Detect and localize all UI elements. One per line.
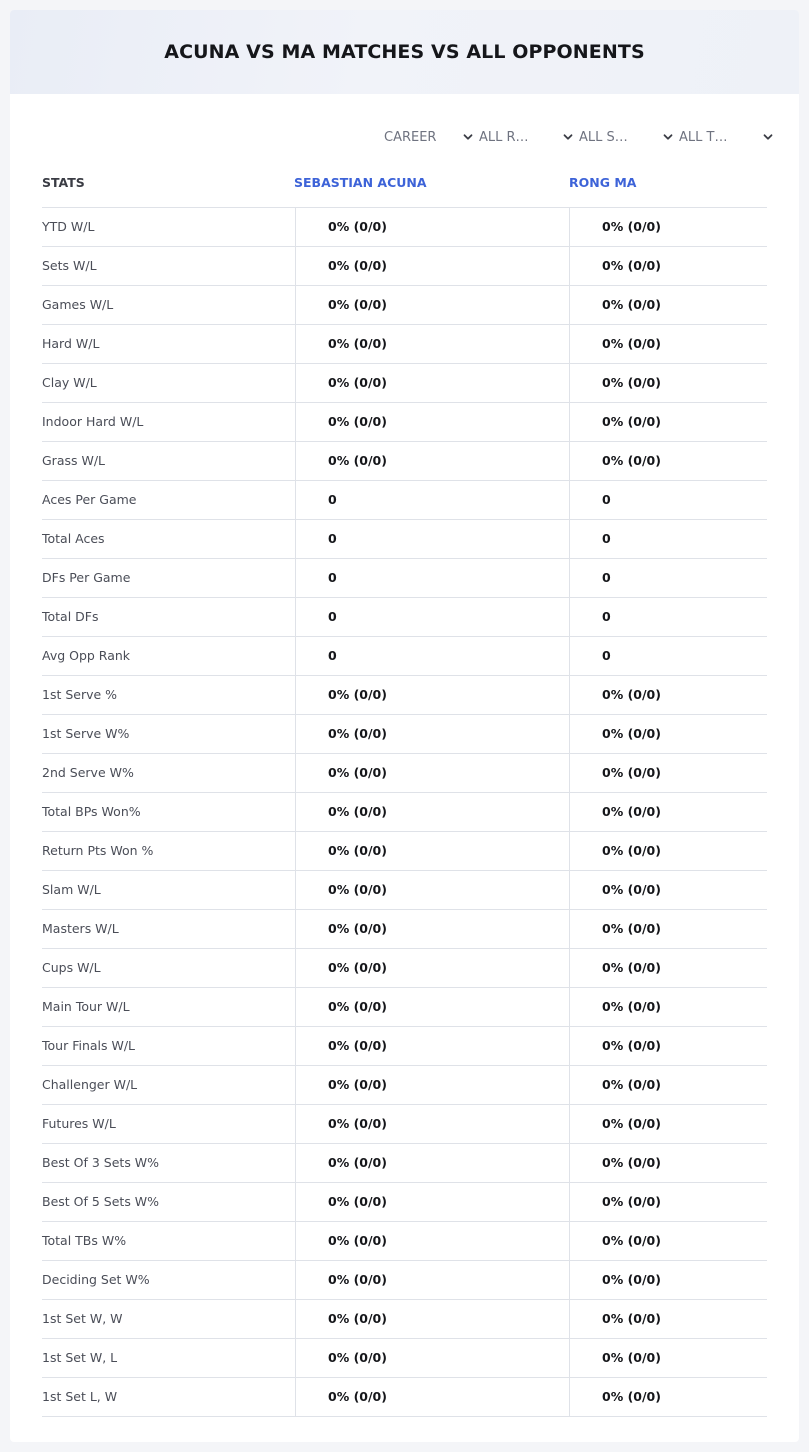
table-row bbox=[42, 832, 767, 871]
stat-label: Grass W/L bbox=[42, 453, 106, 468]
player1-value: 0% (0/0) bbox=[295, 793, 569, 831]
table-row bbox=[42, 286, 767, 325]
player1-value: 0% (0/0) bbox=[295, 1183, 569, 1221]
player1-value: 0% (0/0) bbox=[295, 364, 569, 402]
player2-value: 0% (0/0) bbox=[569, 715, 767, 753]
player2-value: 0 bbox=[569, 637, 767, 675]
table-row bbox=[42, 1339, 767, 1378]
stat-label: 1st Set W, W bbox=[42, 1311, 123, 1326]
column-header-stats: STATS bbox=[42, 175, 85, 190]
table-row bbox=[42, 988, 767, 1027]
player1-value: 0% (0/0) bbox=[295, 1144, 569, 1182]
player2-value: 0% (0/0) bbox=[569, 1144, 767, 1182]
chevron-down-icon bbox=[562, 131, 574, 143]
stat-label: YTD W/L bbox=[42, 219, 95, 234]
stat-label: Best Of 3 Sets W% bbox=[42, 1155, 160, 1170]
player1-value: 0% (0/0) bbox=[295, 949, 569, 987]
filter-surface-value: ALL S… bbox=[579, 129, 628, 145]
player2-value: 0 bbox=[569, 520, 767, 558]
table-row bbox=[42, 871, 767, 910]
player2-value: 0% (0/0) bbox=[569, 793, 767, 831]
table-row bbox=[42, 1300, 767, 1339]
table-row bbox=[42, 1183, 767, 1222]
player1-value: 0% (0/0) bbox=[295, 403, 569, 441]
player2-value: 0% (0/0) bbox=[569, 1027, 767, 1065]
player2-value: 0% (0/0) bbox=[569, 910, 767, 948]
player2-value: 0 bbox=[569, 598, 767, 636]
column-header-player2-link[interactable]: RONG MA bbox=[569, 175, 637, 190]
card-header bbox=[10, 10, 799, 94]
stat-label: Deciding Set W% bbox=[42, 1272, 150, 1287]
player1-value: 0% (0/0) bbox=[295, 247, 569, 285]
player1-value: 0% (0/0) bbox=[295, 871, 569, 909]
table-row bbox=[42, 598, 767, 637]
stat-label: DFs Per Game bbox=[42, 570, 131, 585]
player1-value: 0% (0/0) bbox=[295, 1300, 569, 1338]
player1-value: 0 bbox=[295, 520, 569, 558]
table-row bbox=[42, 676, 767, 715]
player1-value: 0% (0/0) bbox=[295, 208, 569, 246]
player1-value: 0% (0/0) bbox=[295, 442, 569, 480]
player2-value: 0 bbox=[569, 559, 767, 597]
player2-value: 0 bbox=[569, 481, 767, 519]
player1-value: 0% (0/0) bbox=[295, 1105, 569, 1143]
stat-label: Challenger W/L bbox=[42, 1077, 138, 1092]
table-row bbox=[42, 559, 767, 598]
player2-value: 0% (0/0) bbox=[569, 403, 767, 441]
player2-value: 0% (0/0) bbox=[569, 1066, 767, 1104]
player1-value: 0% (0/0) bbox=[295, 676, 569, 714]
player1-value: 0 bbox=[295, 559, 569, 597]
filter-surface-select[interactable] bbox=[579, 127, 674, 147]
stat-label: Hard W/L bbox=[42, 336, 100, 351]
table-row bbox=[42, 1144, 767, 1183]
player2-value: 0% (0/0) bbox=[569, 1105, 767, 1143]
table-row bbox=[42, 442, 767, 481]
stat-label: Aces Per Game bbox=[42, 492, 137, 507]
filter-round-value: ALL R… bbox=[479, 129, 529, 145]
player1-value: 0% (0/0) bbox=[295, 754, 569, 792]
table-row bbox=[42, 715, 767, 754]
stat-label: Avg Opp Rank bbox=[42, 648, 131, 663]
stat-label: Games W/L bbox=[42, 297, 114, 312]
player2-value: 0% (0/0) bbox=[569, 988, 767, 1026]
player2-value: 0% (0/0) bbox=[569, 1339, 767, 1377]
chevron-down-icon bbox=[662, 131, 674, 143]
player1-value: 0% (0/0) bbox=[295, 1261, 569, 1299]
table-body bbox=[42, 208, 767, 1417]
stat-label: Total BPs Won% bbox=[42, 804, 141, 819]
player2-value: 0% (0/0) bbox=[569, 1261, 767, 1299]
stats-table bbox=[42, 168, 767, 1417]
filter-round-select[interactable] bbox=[479, 127, 574, 147]
stat-label: 1st Set L, W bbox=[42, 1389, 118, 1404]
table-row bbox=[42, 910, 767, 949]
player2-value: 0% (0/0) bbox=[569, 286, 767, 324]
filter-tournament-value: ALL T… bbox=[679, 129, 728, 145]
player2-value: 0% (0/0) bbox=[569, 208, 767, 246]
player1-value: 0 bbox=[295, 598, 569, 636]
player2-value: 0% (0/0) bbox=[569, 1300, 767, 1338]
table-row bbox=[42, 1222, 767, 1261]
stat-label: Futures W/L bbox=[42, 1116, 116, 1131]
player1-value: 0% (0/0) bbox=[295, 1027, 569, 1065]
filter-bar bbox=[374, 127, 774, 147]
stat-label: Masters W/L bbox=[42, 921, 119, 936]
chevron-down-icon bbox=[462, 131, 474, 143]
stat-label: 1st Set W, L bbox=[42, 1350, 118, 1365]
filter-period-select[interactable] bbox=[384, 127, 474, 147]
table-header bbox=[42, 168, 767, 208]
table-row bbox=[42, 1261, 767, 1300]
player1-value: 0 bbox=[295, 637, 569, 675]
player1-value: 0% (0/0) bbox=[295, 1222, 569, 1260]
table-row bbox=[42, 325, 767, 364]
filter-period-value: CAREER bbox=[384, 129, 437, 145]
player1-value: 0% (0/0) bbox=[295, 1066, 569, 1104]
table-row bbox=[42, 481, 767, 520]
table-row bbox=[42, 793, 767, 832]
filter-tournament-select[interactable] bbox=[679, 127, 774, 147]
stat-label: Clay W/L bbox=[42, 375, 97, 390]
player1-value: 0% (0/0) bbox=[295, 286, 569, 324]
table-row bbox=[42, 403, 767, 442]
stat-label: Tour Finals W/L bbox=[42, 1038, 136, 1053]
player2-value: 0% (0/0) bbox=[569, 949, 767, 987]
stat-label: Indoor Hard W/L bbox=[42, 414, 144, 429]
player1-value: 0% (0/0) bbox=[295, 1339, 569, 1377]
table-row bbox=[42, 637, 767, 676]
table-row bbox=[42, 208, 767, 247]
player1-value: 0% (0/0) bbox=[295, 715, 569, 753]
stat-label: Sets W/L bbox=[42, 258, 97, 273]
player2-value: 0% (0/0) bbox=[569, 754, 767, 792]
stat-label: Best Of 5 Sets W% bbox=[42, 1194, 160, 1209]
stat-label: Return Pts Won % bbox=[42, 843, 154, 858]
table-row bbox=[42, 1066, 767, 1105]
page-title: ACUNA VS MA MATCHES VS ALL OPPONENTS bbox=[164, 41, 645, 63]
table-row bbox=[42, 520, 767, 559]
stats-card bbox=[10, 10, 799, 1442]
stat-label: Total DFs bbox=[42, 609, 99, 624]
player1-value: 0 bbox=[295, 481, 569, 519]
stat-label: Total Aces bbox=[42, 531, 105, 546]
player1-value: 0% (0/0) bbox=[295, 988, 569, 1026]
player1-value: 0% (0/0) bbox=[295, 832, 569, 870]
player1-value: 0% (0/0) bbox=[295, 910, 569, 948]
player2-value: 0% (0/0) bbox=[569, 442, 767, 480]
stat-label: 2nd Serve W% bbox=[42, 765, 134, 780]
table-row bbox=[42, 247, 767, 286]
stat-label: 1st Serve W% bbox=[42, 726, 130, 741]
stat-label: Slam W/L bbox=[42, 882, 101, 897]
chevron-down-icon bbox=[762, 131, 774, 143]
table-row bbox=[42, 754, 767, 793]
table-row bbox=[42, 1105, 767, 1144]
player1-value: 0% (0/0) bbox=[295, 325, 569, 363]
table-row bbox=[42, 364, 767, 403]
player2-value: 0% (0/0) bbox=[569, 676, 767, 714]
player2-value: 0% (0/0) bbox=[569, 871, 767, 909]
stat-label: Total TBs W% bbox=[42, 1233, 127, 1248]
player2-value: 0% (0/0) bbox=[569, 1183, 767, 1221]
player2-value: 0% (0/0) bbox=[569, 364, 767, 402]
player1-value: 0% (0/0) bbox=[295, 1378, 569, 1416]
table-row bbox=[42, 949, 767, 988]
table-row bbox=[42, 1378, 767, 1417]
player2-value: 0% (0/0) bbox=[569, 325, 767, 363]
player2-value: 0% (0/0) bbox=[569, 1378, 767, 1416]
player2-value: 0% (0/0) bbox=[569, 832, 767, 870]
stat-label: 1st Serve % bbox=[42, 687, 118, 702]
player2-value: 0% (0/0) bbox=[569, 247, 767, 285]
stat-label: Cups W/L bbox=[42, 960, 101, 975]
table-row bbox=[42, 1027, 767, 1066]
player2-value: 0% (0/0) bbox=[569, 1222, 767, 1260]
column-header-player1-link[interactable]: SEBASTIAN ACUNA bbox=[294, 175, 427, 190]
stat-label: Main Tour W/L bbox=[42, 999, 130, 1014]
